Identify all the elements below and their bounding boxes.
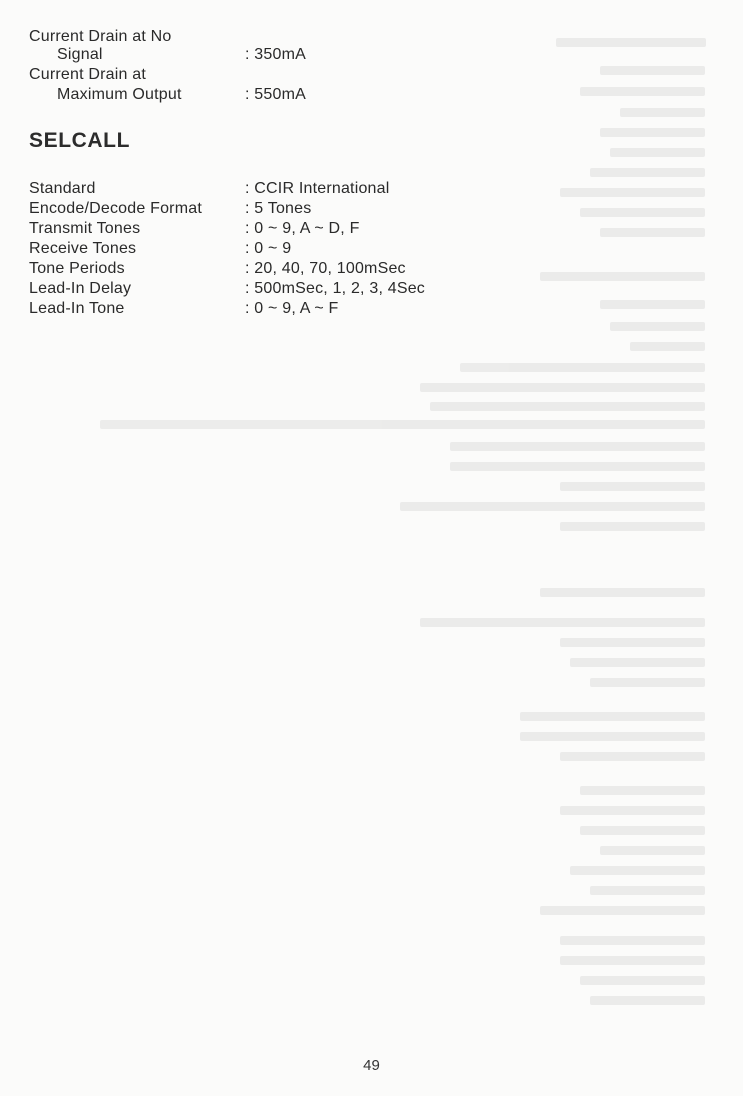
section-heading-selcall: SELCALL bbox=[29, 129, 131, 152]
spec-value: : 350mA bbox=[245, 46, 306, 63]
spec-label: Current Drain at bbox=[29, 66, 147, 83]
spec-value-tone-periods: : 20, 40, 70, 100mSec bbox=[245, 260, 406, 277]
spec-label-format: Encode/Decode Format bbox=[29, 200, 202, 217]
spec-value-lead-in-tone: : 0 ~ 9, A ~ F bbox=[245, 300, 339, 317]
spec-current-drain-max-output bbox=[0, 65, 743, 105]
spec-value-transmit-tones: : 0 ~ 9, A ~ D, F bbox=[245, 220, 360, 237]
spec-value-lead-in-delay: : 500mSec, 1, 2, 3, 4Sec bbox=[245, 280, 426, 297]
spec-label: Current Drain at No bbox=[29, 28, 172, 45]
spec-label-continued: Maximum Output bbox=[57, 86, 182, 103]
spec-value-receive-tones: : 0 ~ 9 bbox=[245, 240, 292, 257]
spec-current-drain-no-signal bbox=[0, 27, 743, 67]
selcall-spec-list bbox=[0, 179, 743, 329]
spec-value-standard: : CCIR International bbox=[245, 180, 390, 197]
spec-value: : 550mA bbox=[245, 86, 306, 103]
spec-label-lead-in-delay: Lead-In Delay bbox=[29, 280, 132, 297]
spec-label-lead-in-tone: Lead-In Tone bbox=[29, 300, 125, 317]
spec-value-format: : 5 Tones bbox=[245, 200, 312, 217]
spec-label-tone-periods: Tone Periods bbox=[29, 260, 125, 277]
spec-label-transmit-tones: Transmit Tones bbox=[29, 220, 141, 237]
spec-label-continued: Signal bbox=[57, 46, 103, 63]
spec-label-standard: Standard bbox=[29, 180, 96, 197]
page-number: 49 bbox=[363, 1057, 380, 1074]
spec-label-receive-tones: Receive Tones bbox=[29, 240, 137, 257]
